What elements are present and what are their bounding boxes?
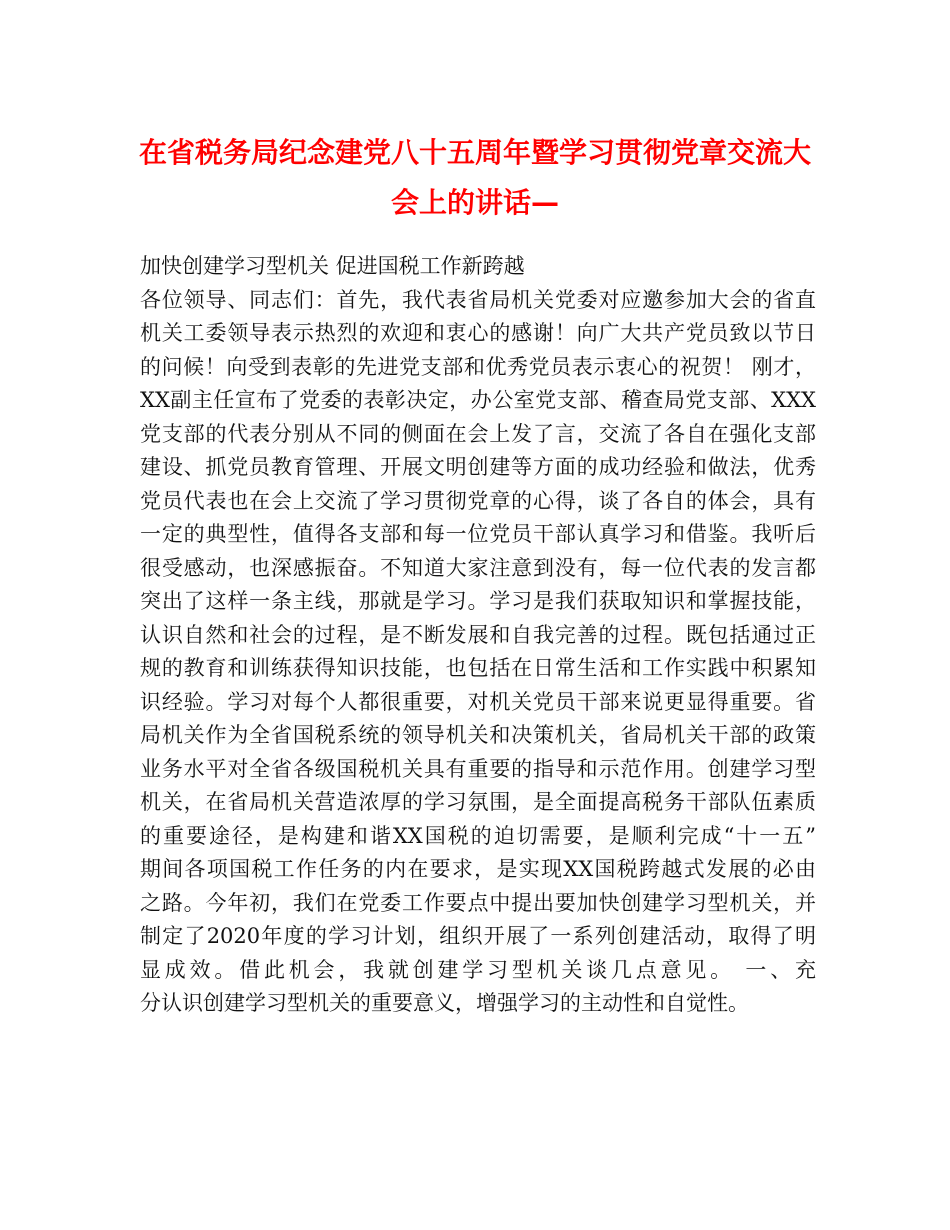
body-line: 分认识创建学习型机关的重要意义，增强学习的主动性和自觉性。 (140, 991, 749, 1015)
body-line: 一定的典型性，值得各支部和每一位党员干部认真学习和借鉴。我听后 (140, 522, 816, 546)
section-subtitle: 加快创建学习型机关 促进国税工作新跨越 (140, 254, 525, 278)
body-line: 突出了这样一条主线，那就是学习。学习是我们获取知识和掌握技能， (140, 589, 816, 613)
body-line: 机关工委领导表示热烈的欢迎和衷心的感谢！向广大共产党员致以节日 (140, 321, 816, 345)
body-line: 党支部的代表分别从不同的侧面在会上发了言，交流了各自在强化支部 (140, 421, 816, 446)
body-line: 各位领导、同志们：首先，我代表省局机关党委对应邀参加大会的省直 (140, 287, 816, 312)
body-line: 识经验。学习对每个人都很重要，对机关党员干部来说更显得重要。省 (140, 689, 816, 714)
body-line: 机关，在省局机关营造浓厚的学习氛围，是全面提高税务干部队伍素质 (140, 790, 816, 814)
body-line: 建设、抓党员教育管理、开展文明创建等方面的成功经验和做法，优秀 (140, 455, 816, 479)
body-line: 的重要途径，是构建和谐XX国税的迫切需要，是顺利完成“十一五” (140, 823, 816, 848)
body-line: 之路。今年初，我们在党委工作要点中提出要加快创建学习型机关，并 (140, 890, 816, 915)
body-line: XX副主任宣布了党委的表彰决定，办公室党支部、稽查局党支部、XXX (140, 388, 816, 412)
body-line: 业务水平对全省各级国税机关具有重要的指导和示范作用。创建学习型 (140, 756, 816, 781)
body-line: 规的教育和训练获得知识技能，也包括在日常生活和工作实践中积累知 (140, 656, 816, 680)
document-body (140, 250, 816, 1021)
body-line: 局机关作为全省国税系统的领导机关和决策机关，省局机关干部的政策 (140, 723, 816, 747)
body-line: 认识自然和社会的过程，是不断发展和自我完善的过程。既包括通过正 (140, 622, 816, 647)
body-line: 很受感动，也深感振奋。不知道大家注意到没有，每一位代表的发言都 (140, 555, 816, 580)
body-line: 期间各项国税工作任务的内在要求，是实现XX国税跨越式发展的必由 (140, 857, 816, 881)
body-line: 显成效。借此机会，我就创建学习型机关谈几点意见。 一、充 (140, 957, 816, 982)
document-title-line: 在省税务局纪念建党八十五周年暨学习贯彻党章交流大 (138, 136, 811, 169)
body-line: 的问候！向受到表彰的先进党支部和优秀党员表示衷心的祝贺！ 刚才， (140, 354, 816, 379)
body-line: 党员代表也在会上交流了学习贯彻党章的心得，谈了各自的体会，具有 (140, 488, 816, 513)
body-line: 制定了2020年度的学习计划，组织开展了一系列创建活动，取得了明 (140, 924, 816, 948)
document-title-line: 会上的讲话— (390, 186, 559, 219)
document-title (100, 128, 850, 228)
